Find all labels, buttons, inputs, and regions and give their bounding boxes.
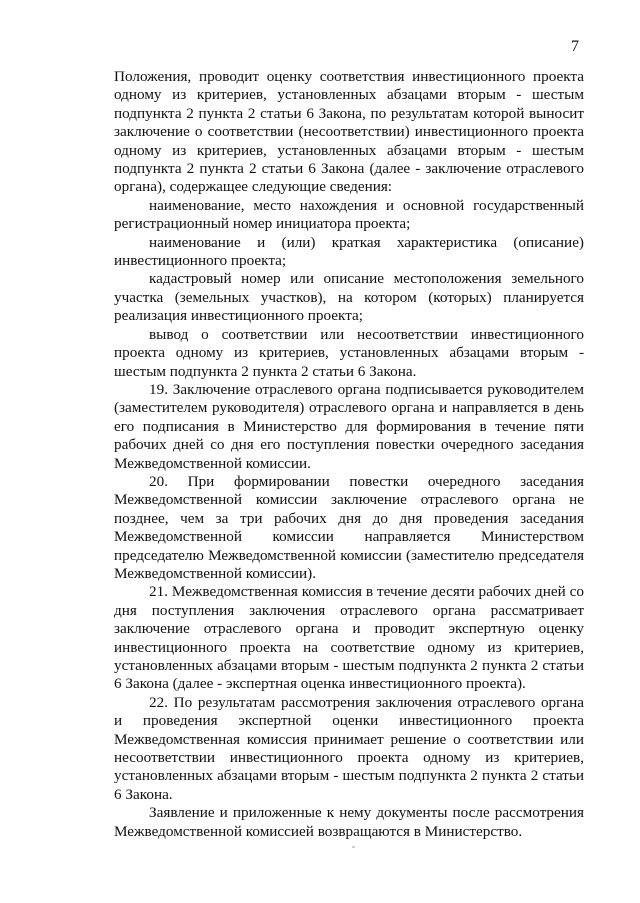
paragraph-conclusion-output: вывод о соответствии или несоответствии инвестиционного проекта одному из критериев, установленных абзацами вторым - шестым подпункта 2 пункта 2 статьи 6 Закона.: [114, 325, 584, 380]
paragraph-clause-20: 20. При формировании повестки очередного заседания Межведомственной комиссии заключение отраслевого органа не позднее, чем за три рабочих дня до дня проведения заседания Межведомственной комиссии направляется Министерством председателю Межведомственной комиссии (заместителю председателя Межведомственной комиссии).: [114, 472, 584, 582]
document-body: [114, 68, 584, 841]
scan-speck: [352, 846, 355, 848]
paragraph-clause-21: 21. Межведомственная комиссия в течение десяти рабочих дней со дня поступления заключения отраслевого органа рассматривает заключение отраслевого органа и проводит экспертную оценку инвестиционного проекта на соответствие одному из критериев, установленных абзацами вторым - шестым подпункта 2 пункта 2 статьи 6 Закона (далее - экспертная оценка инвестиционного проекта).: [114, 583, 584, 693]
paragraph-clause-19: 19. Заключение отраслевого органа подписывается руководителем (заместителем руководителя) отраслевого органа и направляется в день его подписания в Министерство для формирования в течение пяти рабочих дней со дня его поступления повестки очередного заседания Межведомственной комиссии.: [114, 380, 584, 472]
paragraph-cadastral-number: кадастровый номер или описание местоположения земельного участка (земельных участков), на котором (которых) планируется реализация инвестиционного проекта;: [114, 270, 584, 325]
page-number: 7: [571, 38, 579, 55]
paragraph-clause-22: 22. По результатам рассмотрения заключения отраслевого органа и проведения экспертной оценки инвестиционного проекта Межведомственная комиссия принимает решение о соответствии или несоответствии инвестиционного проекта одному из критериев, установленных абзацами вторым - шестым подпункта 2 пункта 2 статьи 6 Закона.: [114, 693, 584, 803]
paragraph-project-description: наименование и (или) краткая характеристика (описание) инвестиционного проекта;: [114, 233, 584, 270]
paragraph-documents-return: Заявление и приложенные к нему документы после рассмотрения Межведомственной комиссией возвращаются в Министерство.: [114, 804, 584, 840]
paragraph-continuation: Положения, проводит оценку соответствия инвестиционного проекта одному из критериев, установленных абзацами вторым - шестым подпункта 2 пункта 2 статьи 6 Закона, по результатам которой выносит заключение о соответствии (несоответствии) инвестиционного проекта одному из критериев, установленных абзацами вторым - шестым подпункта 2 пункта 2 статьи 6 Закона (далее - заключение отраслевого органа), содержащее следующие сведения:: [114, 68, 584, 196]
paragraph-initiator-info: наименование, место нахождения и основной государственный регистрационный номер инициатора проекта;: [114, 196, 584, 233]
